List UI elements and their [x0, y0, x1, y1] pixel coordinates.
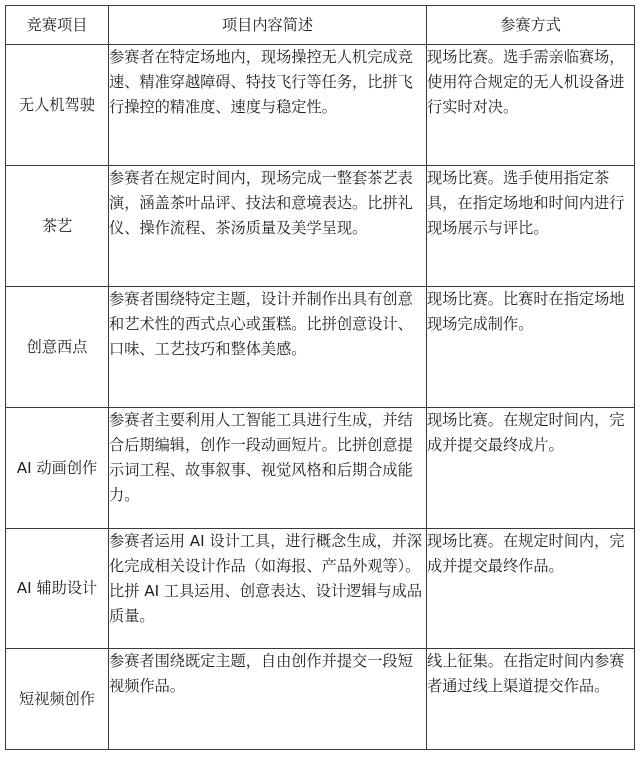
participation-mode-cell: 现场比赛。选手需亲临赛场，使用符合规定的无人机设备进行实时对决。: [427, 45, 635, 166]
project-name-cell: AI 动画创作: [6, 408, 109, 529]
table-header-row: [6, 6, 635, 45]
table-row: [6, 287, 635, 408]
participation-mode-cell: 现场比赛。选手使用指定茶具，在指定场地和时间内进行现场展示与评比。: [427, 166, 635, 287]
header-project: 竞赛项目: [6, 6, 109, 45]
table-row: [6, 649, 635, 750]
competition-table: [5, 5, 635, 750]
project-name-cell: 创意西点: [6, 287, 109, 408]
participation-mode-cell: 现场比赛。在规定时间内，完成并提交最终作品。: [427, 529, 635, 649]
project-name-cell: 茶艺: [6, 166, 109, 287]
participation-mode-cell: 线上征集。在指定时间内参赛者通过线上渠道提交作品。: [427, 649, 635, 750]
project-description-cell: 参赛者运用 AI 设计工具，进行概念生成，并深化完成相关设计作品（如海报、产品外观等）。比拼 AI 工具运用、创意表达、设计逻辑与成品质量。: [109, 529, 427, 649]
participation-mode-cell: 现场比赛。在规定时间内，完成并提交最终成片。: [427, 408, 635, 529]
participation-mode-cell: 现场比赛。比赛时在指定场地现场完成制作。: [427, 287, 635, 408]
project-description-cell: 参赛者主要利用人工智能工具进行生成，并结合后期编辑，创作一段动画短片。比拼创意提示词工程、故事叙事、视觉风格和后期合成能力。: [109, 408, 427, 529]
table-row: [6, 45, 635, 166]
project-name-cell: 无人机驾驶: [6, 45, 109, 166]
project-description-cell: 参赛者在特定场地内，现场操控无人机完成竞速、精准穿越障碍、特技飞行等任务，比拼飞行操控的精准度、速度与稳定性。: [109, 45, 427, 166]
header-description: 项目内容简述: [109, 6, 427, 45]
table-row: [6, 408, 635, 529]
project-description-cell: 参赛者围绕特定主题，设计并制作出具有创意和艺术性的西式点心或蛋糕。比拼创意设计、口味、工艺技巧和整体美感。: [109, 287, 427, 408]
header-participation: 参赛方式: [427, 6, 635, 45]
table-row: [6, 529, 635, 649]
project-name-cell: 短视频创作: [6, 649, 109, 750]
project-description-cell: 参赛者在规定时间内，现场完成一整套茶艺表演，涵盖茶叶品评、技法和意境表达。比拼礼仪、操作流程、茶汤质量及美学呈现。: [109, 166, 427, 287]
project-description-cell: 参赛者围绕既定主题，自由创作并提交一段短视频作品。: [109, 649, 427, 750]
project-name-cell: AI 辅助设计: [6, 529, 109, 649]
table-row: [6, 166, 635, 287]
